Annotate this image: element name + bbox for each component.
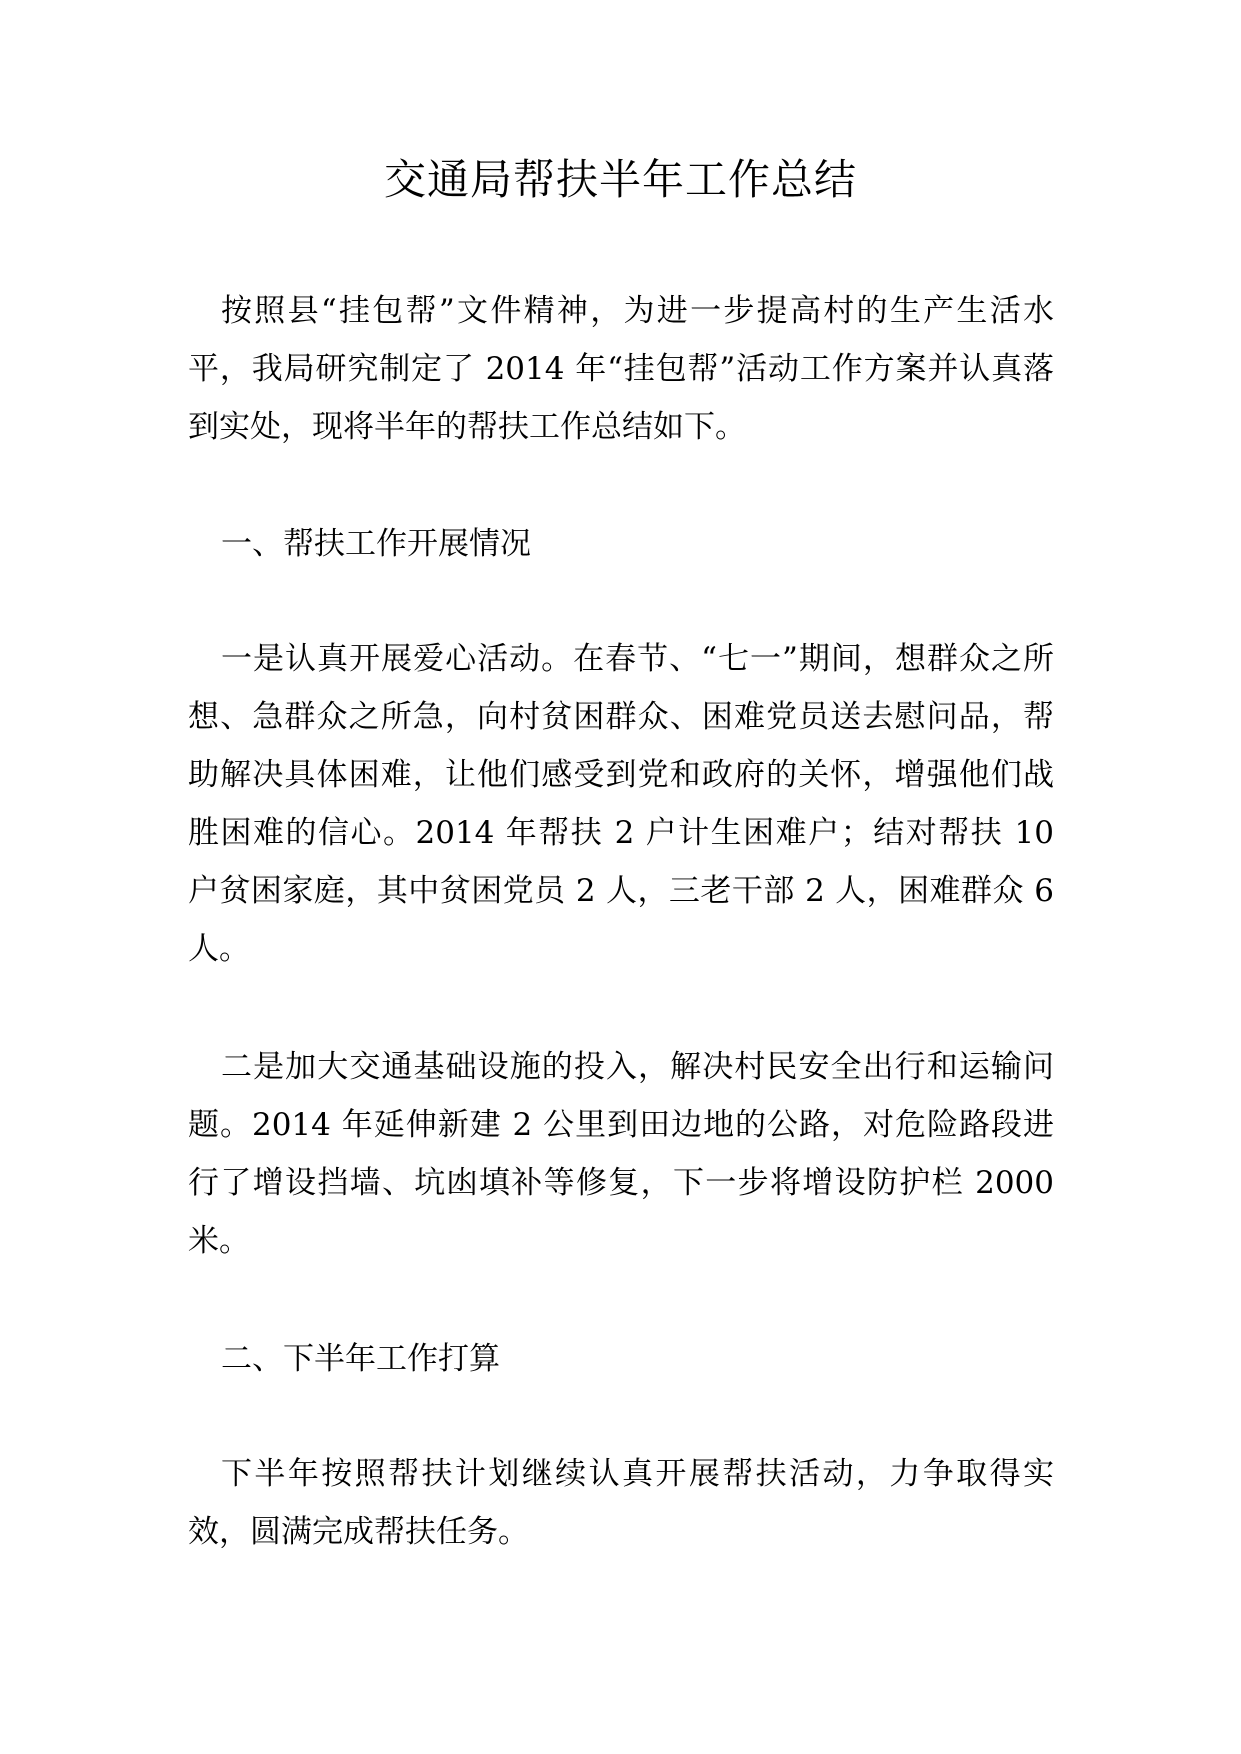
section-heading-1: 一、帮扶工作开展情况	[221, 526, 531, 562]
paragraph-charity-activities: 一是认真开展爱心活动。在春节、“七一”期间，想群众之所想、急群众之所急，向村贫困群众、困难党员送去慰问品，帮助解决具体困难，让他们感受到党和政府的关怀，增强他们战胜困难的信心。2014 年帮扶 2 户计生困难户；结对帮扶 10 户贫困家庭，其中贫困党员 2 人，三老干部 2 人，困难群众 6 人。	[188, 641, 1054, 967]
intro-paragraph: 按照县“挂包帮”文件精神，为进一步提高村的生产生活水平，我局研究制定了 2014 年“挂包帮”活动工作方案并认真落到实处，现将半年的帮扶工作总结如下。	[188, 293, 1054, 445]
document-title: 交通局帮扶半年工作总结	[383, 155, 857, 204]
paragraph-infrastructure: 二是加大交通基础设施的投入，解决村民安全出行和运输问题。2014 年延伸新建 2 公里到田边地的公路，对危险路段进行了增设挡墙、坑凼填补等修复，下一步将增设防护栏 2000 米。	[188, 1049, 1054, 1259]
section-heading-2: 二、下半年工作打算	[221, 1341, 500, 1377]
paragraph-plan: 下半年按照帮扶计划继续认真开展帮扶活动，力争取得实效，圆满完成帮扶任务。	[188, 1456, 1054, 1550]
